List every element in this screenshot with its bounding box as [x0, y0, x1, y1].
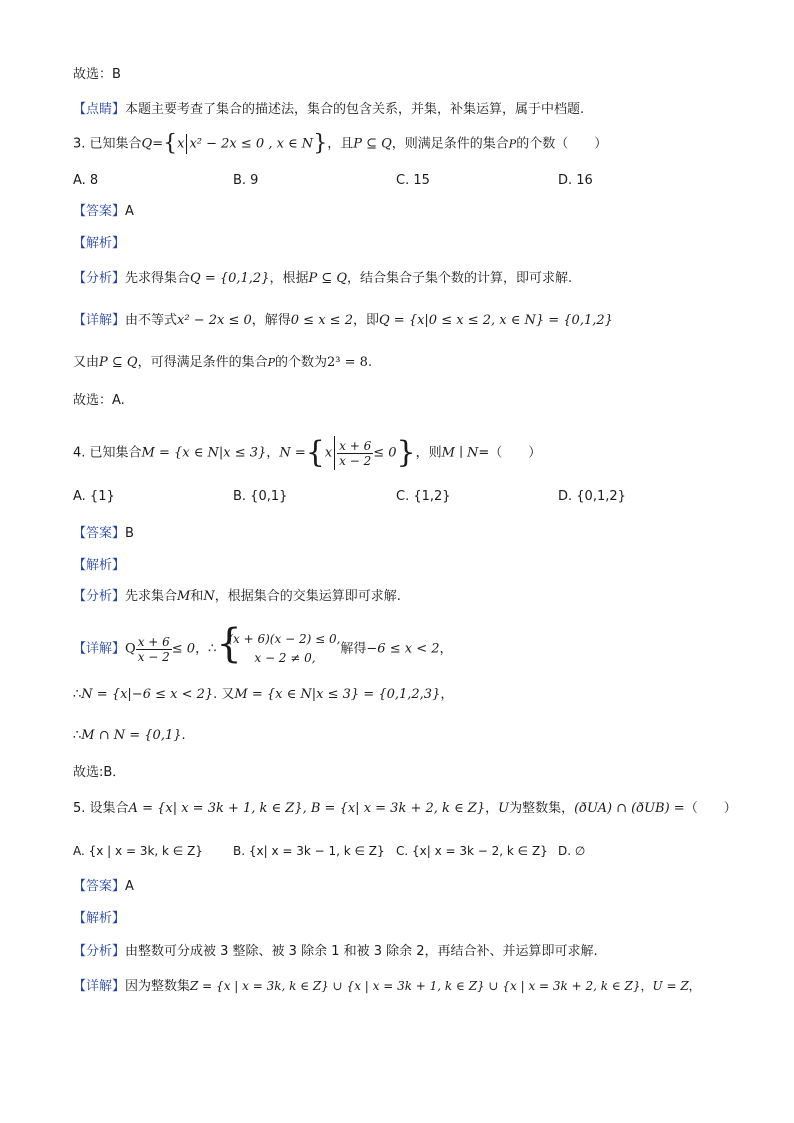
analysis-tag: 【分析】: [73, 271, 126, 286]
q5-analysis: [73, 943, 598, 961]
q4l2-c: ，: [440, 687, 454, 702]
q3-math-p: P: [508, 137, 517, 151]
q4-option-a: A. {1}: [73, 489, 115, 504]
answer-value: A: [125, 204, 134, 219]
q3-analysis-heading: 【解析】: [73, 236, 126, 251]
q4xj-num: x + 6: [137, 634, 170, 649]
q4xj-r2: x − 2 ≠ 0,: [254, 651, 316, 665]
solution-tag: 【详解】: [73, 641, 126, 657]
q5fx-text: 由整数可分成被 3 整除、被 3 除余 1 和被 3 除余 2，再结合补、并运算即可求解.: [125, 944, 598, 959]
divider-bar: [186, 134, 187, 154]
q3-math-subset: P ⊆ Q: [353, 136, 392, 152]
q4xj-den: x − 2: [137, 649, 170, 664]
q4-conclusion: 故选:B．: [73, 765, 126, 780]
q4xj-m1: ≤ 0: [171, 641, 196, 657]
q4-solution: [73, 621, 453, 668]
q3-analysis: [73, 270, 572, 288]
q3xj-a: 由不等式: [125, 313, 178, 328]
q3yy-a: 又由: [73, 355, 100, 370]
q4fx-a: 先求集合: [125, 589, 178, 604]
q4-d: =（ ）: [478, 445, 542, 461]
q3fx-m1: Q = {0,1,2}: [190, 271, 270, 286]
q4fx-b: 和: [190, 589, 204, 604]
q4-analysis: [73, 588, 401, 606]
q4-m3: x: [324, 445, 333, 461]
answer-tag: 【答案】: [73, 526, 126, 541]
q5xj-m1: Z = {x | x = 3k, k ∈ Z} ∪ {x | x = 3k + 1, k ∈ Z} ∪ {x | x = 3k + 2, k ∈ Z}: [190, 979, 641, 993]
q3fx-c: ，结合集合子集个数的计算，即可求解.: [347, 271, 573, 286]
q3xj-b: ，解得: [251, 313, 291, 328]
q5-m3: (ðUA) ∩ (ðUB) =: [574, 801, 685, 816]
solution-tag: 【详解】: [73, 313, 126, 328]
answer-value: B: [125, 526, 134, 541]
q4-m5: M ∣ N: [441, 445, 479, 461]
analysis-tag: 【分析】: [73, 589, 126, 604]
q4xj-m2: −6 ≤ x < 2: [366, 641, 440, 657]
q5-a: 5. 设集合: [73, 801, 129, 816]
q5-analysis-heading: 【解析】: [73, 911, 126, 926]
brace-right: }: [396, 435, 416, 470]
q3fx-b: ，根据: [269, 271, 309, 286]
q4l2-m1: N = {x|−6 ≤ x < 2}: [81, 687, 214, 702]
q4-num: x + 6: [339, 438, 372, 453]
q4xj-system: [216, 621, 341, 668]
brace-left: {: [305, 435, 325, 470]
answer-tag: 【答案】: [73, 204, 126, 219]
q5-option-b: B. {x| x = 3k − 1, k ∈ Z}: [233, 844, 385, 858]
analysis-tag: 【分析】: [73, 944, 126, 959]
q5-c: 为整数集，: [509, 801, 575, 816]
q4-option-b: B. {0,1}: [233, 489, 288, 504]
q4xj-r1: (x + 6)(x − 2) ≤ 0,: [228, 632, 341, 646]
q4-c: ，则: [415, 445, 442, 461]
q3-math-cond: x² − 2x ≤ 0 , x ∈ N: [189, 136, 314, 152]
q4-fraction: [337, 439, 373, 468]
q3xj-m3: Q = {x|0 ≤ x ≤ 2, x ∈ N} = {0,1,2}: [379, 313, 613, 328]
q4-option-c: C. {1,2}: [396, 489, 451, 504]
q5-m1: A = {x| x = 3k + 1, k ∈ Z}, B = {x| x = 3k + 2, k ∈ Z}: [128, 801, 486, 816]
q4-solution-3: [73, 727, 186, 745]
q5-answer: [73, 878, 134, 896]
comment-text: 本题主要考查了集合的描述法，集合的包含关系，并集，补集运算，属于中档题.: [125, 102, 585, 117]
q3-solution-2: [73, 354, 372, 372]
q3yy-d: .: [367, 355, 373, 370]
question-4: [73, 436, 541, 470]
q4l2-b: . 又: [213, 687, 235, 702]
brace-left: {: [163, 131, 178, 156]
q3xj-c: ，即: [352, 313, 379, 328]
q5-b: ，: [485, 801, 499, 816]
q3-text-b: ，且: [327, 136, 354, 152]
q4l3-a: ∴: [73, 728, 82, 743]
q3fx-a: 先求得集合: [125, 271, 191, 286]
answer-line: 故选：B: [73, 67, 121, 82]
question-3: [73, 131, 608, 156]
q3-option-b: B. 9: [233, 173, 259, 188]
q3-option-a: A. 8: [73, 173, 99, 188]
q4-b: ，: [266, 445, 280, 461]
q4l2-m2: M = {x ∈ N|x ≤ 3} = {0,1,2,3}: [234, 687, 441, 702]
answer-tag: 【答案】: [73, 879, 126, 894]
solution-tag: 【详解】: [73, 979, 126, 994]
q4xj-b: 解得: [340, 641, 367, 657]
q3yy-c: 的个数为: [275, 355, 328, 370]
q4fx-c: ，根据集合的交集运算即可求解.: [214, 589, 401, 604]
q4xj-a: ，∴: [195, 641, 217, 657]
q4xj-m0: Q: [125, 641, 136, 657]
q3-conclusion: 故选：A.: [73, 393, 125, 408]
q4-solution-2: [73, 686, 453, 704]
q3yy-b: ，可得满足条件的集合: [137, 355, 268, 370]
q3-solution: [73, 312, 613, 330]
q4-den: x − 2: [339, 453, 372, 468]
q4xj-fraction: [136, 635, 172, 664]
q4-option-d: D. {0,1,2}: [558, 489, 626, 504]
q4-m2: N =: [279, 445, 306, 461]
q3-option-c: C. 15: [396, 173, 430, 188]
q5-d: （ ）: [684, 801, 737, 816]
q3fx-m2: P ⊆ Q: [308, 271, 348, 286]
q3-text-d: 的个数（ ）: [516, 136, 608, 152]
q3xj-m2: 0 ≤ x ≤ 2: [290, 313, 353, 328]
q5xj-c: ，: [688, 979, 701, 993]
q5xj-a: 因为整数集: [125, 979, 191, 994]
q3-math-q: Q=: [141, 136, 164, 152]
brace-right: }: [313, 131, 328, 156]
q4-answer: [73, 525, 134, 543]
question-5: [73, 800, 737, 818]
system-brace: {: [216, 621, 242, 667]
q5xj-m2: U = Z: [652, 979, 689, 993]
q3-answer: [73, 203, 134, 221]
comment-line: [73, 101, 584, 119]
q4l2-a: ∴: [73, 687, 82, 702]
q5-option-d: D. ∅: [558, 844, 586, 858]
q3xj-m1: x² − 2x ≤ 0: [177, 313, 252, 328]
q3yy-m3: 2³ = 8: [327, 355, 368, 370]
q4xj-c: ，: [439, 641, 453, 657]
answer-value: A: [125, 879, 134, 894]
q5-m2: U: [498, 801, 510, 816]
q4-a: 4. 已知集合: [73, 445, 142, 461]
q3-text-c: ，则满足条件的集合: [391, 136, 509, 152]
q4l3-m1: M ∩ N = {0,1}: [81, 728, 182, 743]
q4fx-m1: M: [177, 589, 191, 604]
q5-solution: [73, 977, 701, 996]
q4-m1: M = {x ∈ N|x ≤ 3}: [141, 445, 267, 461]
q4fx-m2: N: [203, 589, 215, 604]
comment-tag: 【点睛】: [73, 102, 126, 117]
q5-option-a: A. {x | x = 3k, k ∈ Z}: [73, 844, 203, 858]
q4l3-b: .: [181, 728, 186, 743]
q3-math-x: x: [177, 136, 185, 152]
q3-option-d: D. 16: [558, 173, 593, 188]
q3yy-m1: P ⊆ Q: [99, 355, 138, 370]
q4-analysis-heading: 【解析】: [73, 558, 126, 573]
q3yy-m2: P: [267, 356, 275, 369]
q3-text-a: 3. 已知集合: [73, 136, 142, 152]
q5-option-c: C. {x| x = 3k − 2, k ∈ Z}: [396, 844, 548, 858]
divider-bar: [334, 436, 335, 470]
q4-m4: ≤ 0: [373, 445, 397, 461]
q5xj-b: ，: [640, 979, 653, 993]
